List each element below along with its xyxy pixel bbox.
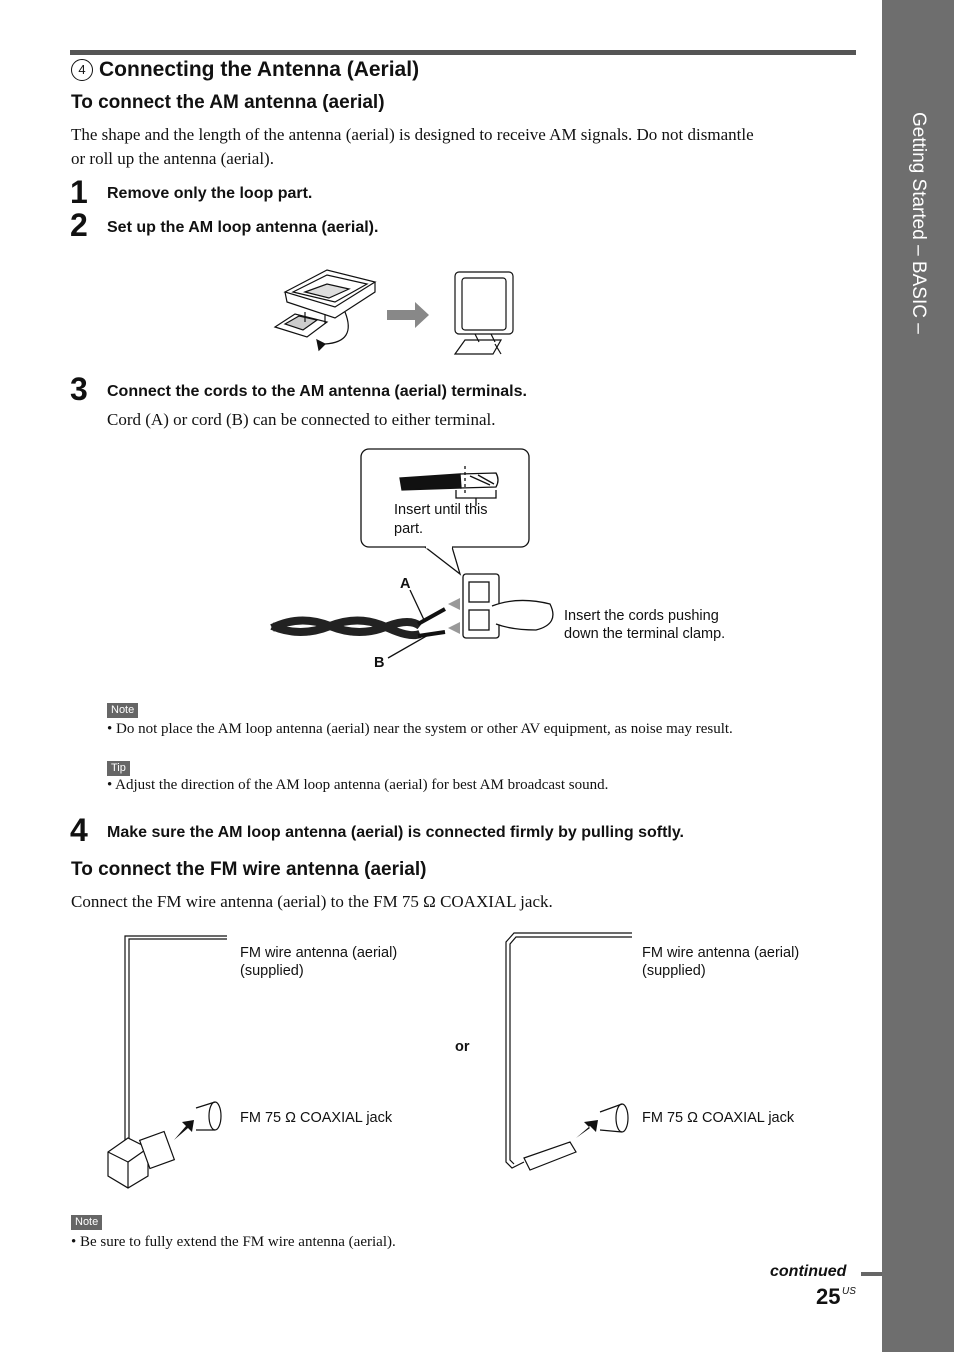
am-intro-2: or roll up the antenna (aerial). xyxy=(71,149,274,168)
side-tab-label: Getting Started – BASIC – xyxy=(908,112,929,334)
section-title-text: Connecting the Antenna (Aerial) xyxy=(99,58,420,81)
am-tip-text: • Adjust the direction of the AM loop antenna (aerial) for best AM broadcast sound. xyxy=(107,777,609,793)
step-3-number: 3 xyxy=(70,371,88,407)
callout-text-2: part. xyxy=(394,521,424,537)
fm-jack-label-left: FM 75 Ω COAXIAL jack xyxy=(240,1110,393,1126)
am-loop-illustration xyxy=(265,262,525,362)
am-intro-1: The shape and the length of the antenna (aerial) is designed to receive AM signals. Do not dismantle xyxy=(71,125,754,144)
step-2-number: 2 xyxy=(70,207,88,243)
step-3-text: Connect the cords to the AM antenna (aerial) terminals. xyxy=(107,383,527,400)
section-title xyxy=(71,58,419,82)
push-text-2: down the terminal clamp. xyxy=(564,626,726,642)
cord-b-label: B xyxy=(374,655,385,671)
section-rule xyxy=(70,50,856,55)
fm-antenna-illustration-right xyxy=(500,930,634,1180)
page-region: US xyxy=(842,1286,856,1297)
step-3-detail: Cord (A) or cord (B) can be connected to either terminal. xyxy=(107,410,496,429)
continued-bar xyxy=(861,1272,882,1276)
page-number: 25 xyxy=(816,1284,841,1309)
am-heading: To connect the AM antenna (aerial) xyxy=(71,92,385,113)
fm-note-badge: Note xyxy=(71,1215,102,1230)
am-note-text: • Do not place the AM loop antenna (aerial) near the system or other AV equipment, as noise may result. xyxy=(107,721,733,737)
fm-or-label: or xyxy=(455,1039,470,1055)
cord-a-label: A xyxy=(400,576,411,592)
step-4-number: 4 xyxy=(70,812,88,848)
fm-antenna-label-left-1: FM wire antenna (aerial) xyxy=(240,945,398,961)
section-number: 4 xyxy=(71,59,93,81)
fm-heading: To connect the FM wire antenna (aerial) xyxy=(71,859,427,880)
continued-label: continued xyxy=(770,1263,847,1280)
fm-antenna-illustration-left xyxy=(100,930,230,1195)
push-text-1: Insert the cords pushing xyxy=(564,608,719,624)
fm-antenna-label-left-2: (supplied) xyxy=(240,963,304,979)
tip-badge: Tip xyxy=(107,761,130,776)
fm-note-text: • Be sure to fully extend the FM wire antenna (aerial). xyxy=(71,1234,396,1250)
fm-jack-label-right: FM 75 Ω COAXIAL jack xyxy=(642,1110,795,1126)
fm-antenna-label-right-2: (supplied) xyxy=(642,963,706,979)
step-4-text: Make sure the AM loop antenna (aerial) is connected firmly by pulling softly. xyxy=(107,824,684,841)
am-terminal-illustration xyxy=(260,446,560,676)
fm-intro: Connect the FM wire antenna (aerial) to the FM 75 Ω COAXIAL jack. xyxy=(71,892,553,911)
fm-antenna-label-right-1: FM wire antenna (aerial) xyxy=(642,945,800,961)
step-1-text: Remove only the loop part. xyxy=(107,185,313,202)
callout-text-1: Insert until this xyxy=(394,502,488,518)
step-1-number: 1 xyxy=(70,174,88,210)
step-2-text: Set up the AM loop antenna (aerial). xyxy=(107,219,379,236)
note-badge: Note xyxy=(107,703,138,718)
